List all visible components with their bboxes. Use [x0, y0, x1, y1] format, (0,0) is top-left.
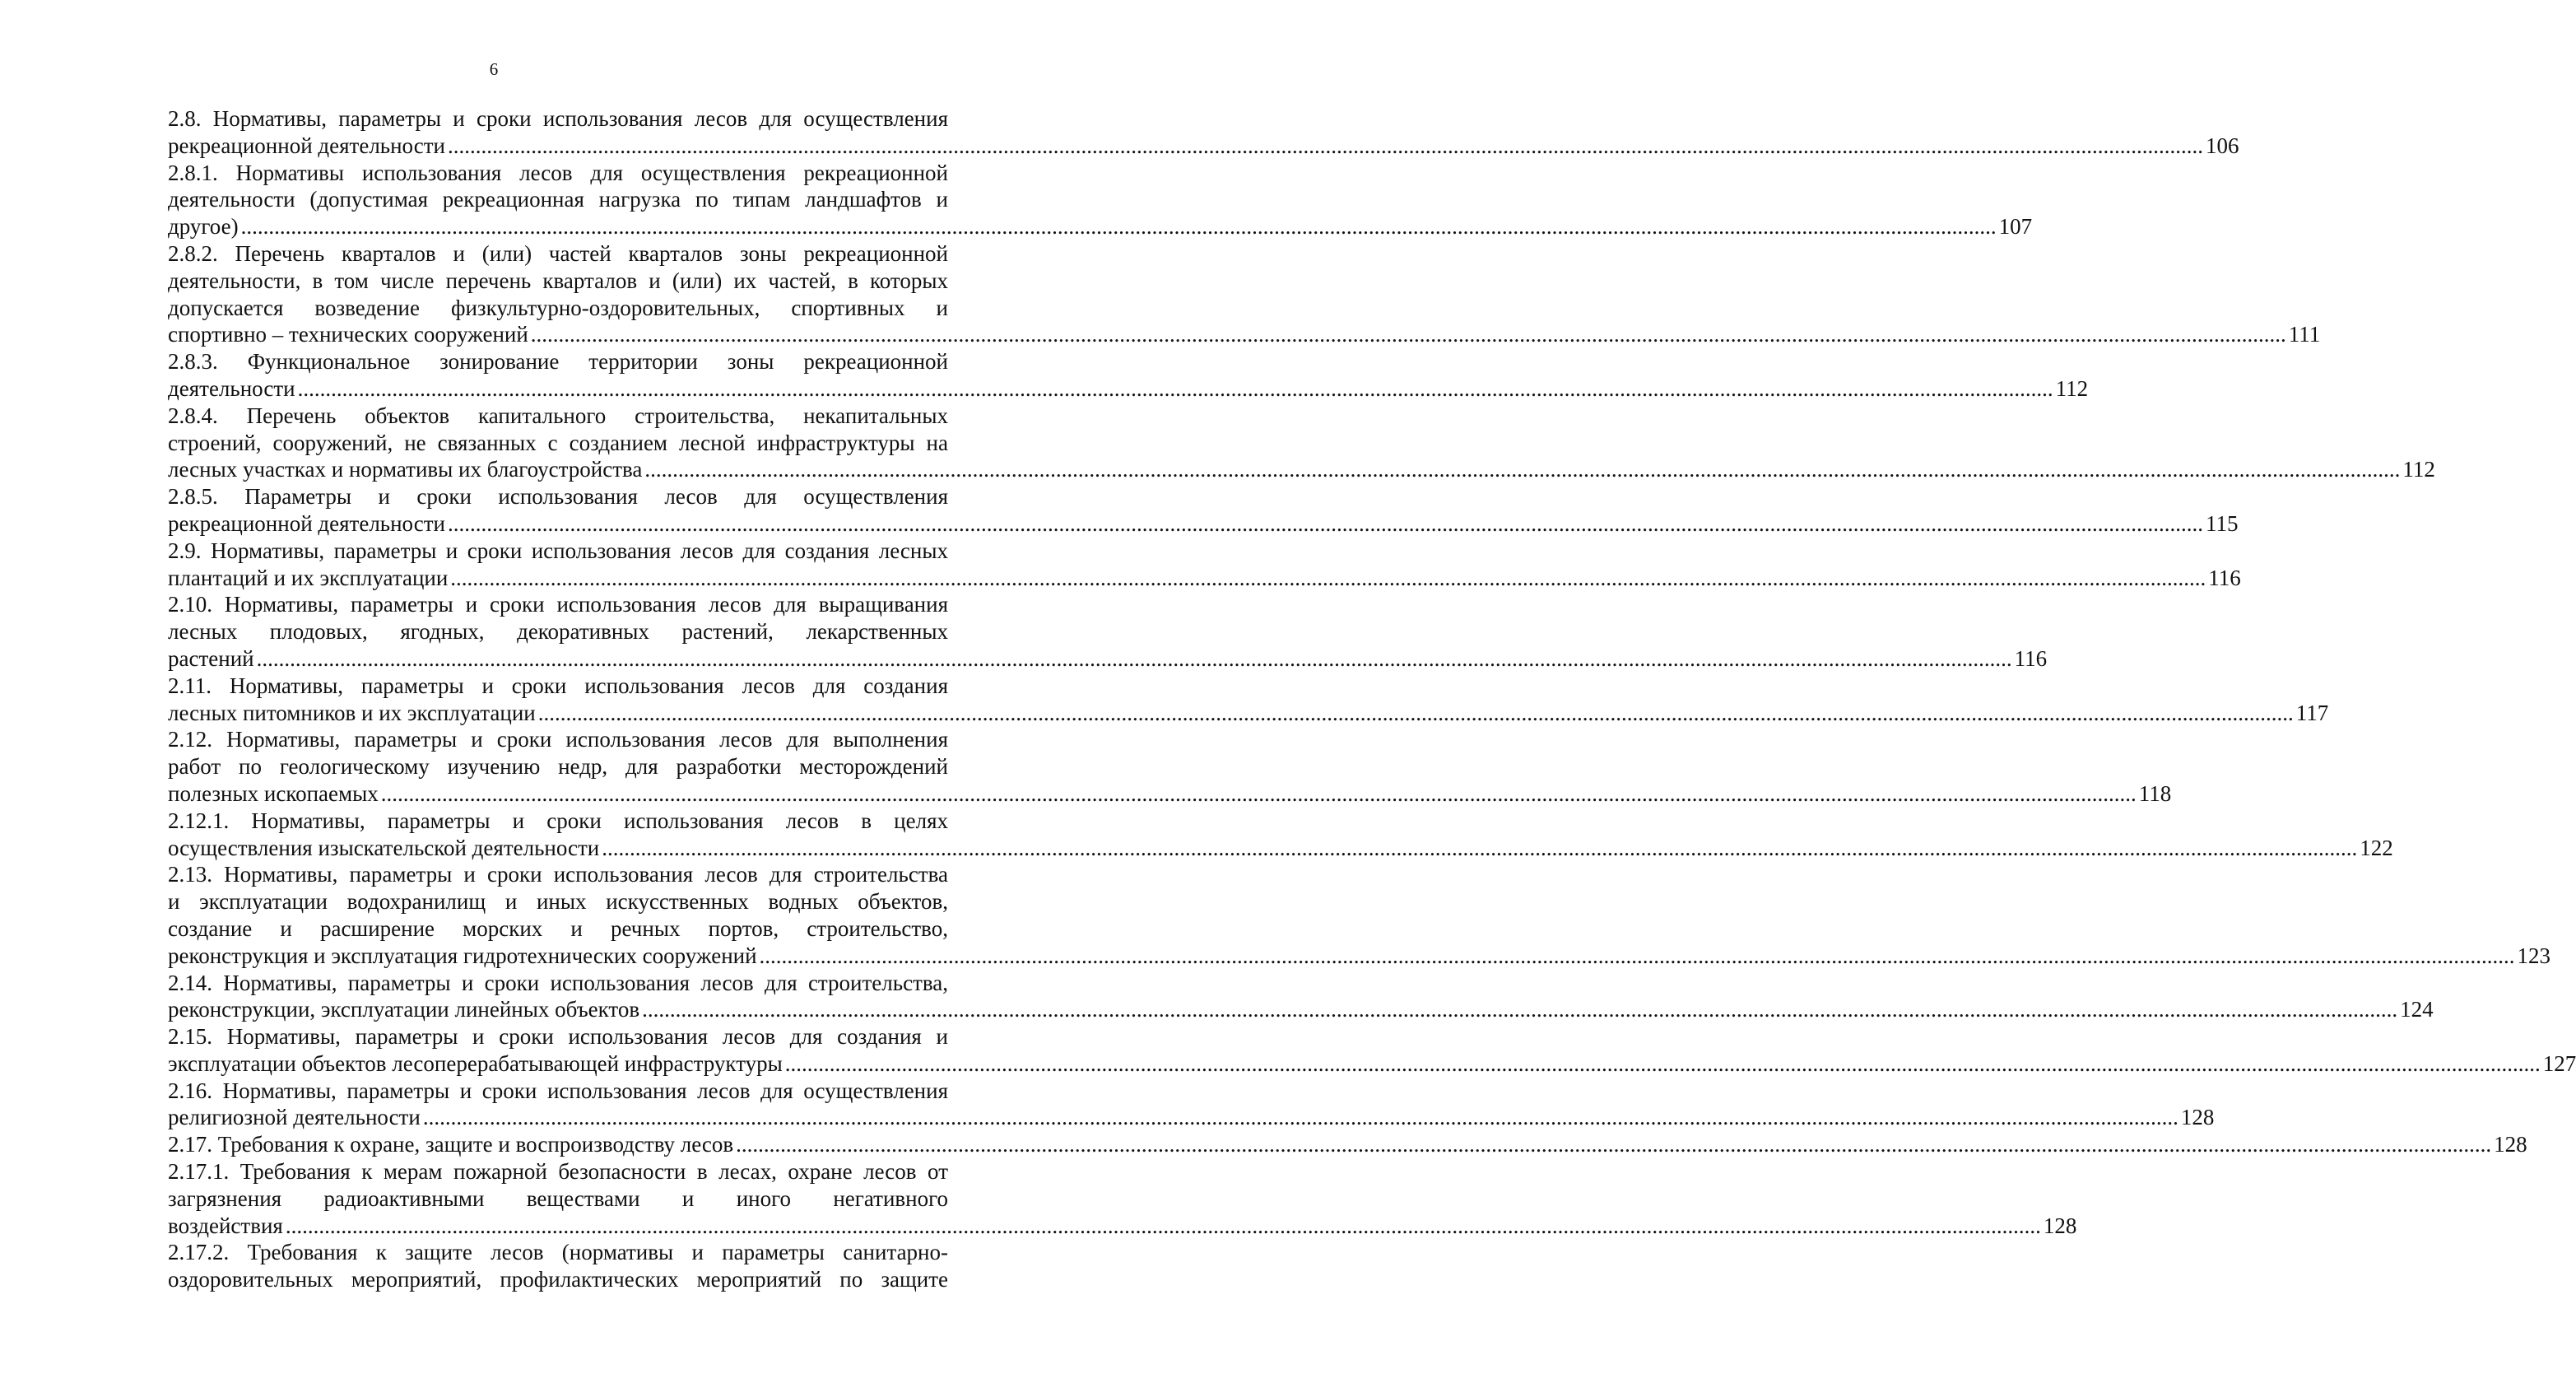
toc-page-number: 115 — [2205, 510, 2239, 536]
toc-entry-last-line — [168, 510, 2239, 538]
toc-entry-text: лесных участках и нормативы их благоустройства — [168, 457, 643, 482]
toc-entry-line: деятельности, в том числе перечень кварталов и (или) их частей, в которых — [168, 268, 948, 293]
toc-entry-text: эксплуатации объектов лесоперерабатывающей инфраструктуры — [168, 1050, 783, 1076]
dot-leader — [785, 1050, 2541, 1078]
page-number: 6 — [489, 59, 499, 79]
dot-leader — [531, 321, 2286, 348]
toc-entry-line: 2.13. Нормативы, параметры и сроки использования лесов для строительства — [168, 862, 948, 887]
dot-leader — [538, 700, 2294, 727]
dot-leader — [448, 133, 2203, 160]
toc-page-number: 111 — [2288, 322, 2321, 347]
toc-page-number: 118 — [2138, 780, 2172, 806]
toc-entry-last-line — [168, 1050, 2576, 1078]
toc-entry-last-line — [168, 213, 2033, 240]
toc-entry-line: работ по геологическому изучению недр, для разработки месторождений — [168, 754, 948, 780]
toc-page-number: 124 — [2400, 997, 2434, 1022]
toc-entry-line: 2.8.4. Перечень объектов капитального строительства, некапитальных — [168, 403, 948, 428]
dot-leader — [298, 375, 2053, 403]
toc-entry-text: 2.17. Требования к охране, защите и воспроизводству лесов — [168, 1132, 734, 1157]
toc-entry-line: создание и расширение морских и речных портов, строительство, — [168, 915, 948, 941]
toc-entry-text: лесных питомников и их эксплуатации — [168, 700, 536, 725]
toc-entry — [168, 1131, 2527, 1158]
toc-entry-text: плантаций и их эксплуатации — [168, 565, 449, 590]
toc-entry — [168, 348, 2089, 403]
toc-entry — [168, 538, 2241, 592]
toc-entry-text: религиозной деятельности — [168, 1105, 421, 1130]
toc-entry-line: 2.10. Нормативы, параметры и сроки использования лесов для выращивания — [168, 592, 948, 617]
toc-page-number: 128 — [2180, 1105, 2215, 1130]
toc-page-number: 112 — [2402, 457, 2435, 482]
toc-entry-last-line — [168, 780, 2172, 808]
toc-entry-line: оздоровительных мероприятий, профилактических мероприятий по защите — [168, 1267, 948, 1292]
toc-entry-last-line — [168, 943, 2551, 970]
toc-entry-last-line — [168, 835, 2393, 862]
toc-entry-last-line — [168, 565, 2241, 592]
toc-entry-last-line — [168, 321, 2321, 348]
toc-page-number: 117 — [2295, 700, 2329, 725]
toc-entry-text: реконструкция и эксплуатация гидротехнических сооружений — [168, 943, 757, 968]
toc-entry-line: 2.8.1. Нормативы использования лесов для осуществления рекреационной — [168, 160, 948, 185]
toc-page-number: 128 — [2043, 1213, 2077, 1238]
toc-entry-text: полезных ископаемых — [168, 780, 379, 806]
toc-entry-text: деятельности — [168, 375, 295, 401]
toc-page-number: 106 — [2205, 133, 2239, 158]
toc-entry — [168, 808, 2393, 862]
toc-entry — [168, 726, 2172, 807]
toc-entry-last-line — [168, 1213, 2077, 1240]
toc-entry-line: деятельности (допустимая рекреационная нагрузка по типам ландшафтов и — [168, 187, 948, 212]
toc-page-number: 127 — [2542, 1050, 2576, 1076]
toc-entry-last-line — [168, 1104, 2215, 1131]
toc-entry — [168, 160, 2033, 240]
toc-entry-line: 2.15. Нормативы, параметры и сроки использования лесов для создания и — [168, 1024, 948, 1050]
toc-entry-text: спортивно – технических сооружений — [168, 322, 528, 347]
toc-entry-text: рекреационной деятельности — [168, 133, 445, 158]
dot-leader — [381, 780, 2137, 808]
toc-entry-last-line — [168, 645, 2048, 673]
toc-entry-text: воздействия — [168, 1213, 283, 1238]
toc-entry — [168, 403, 2435, 483]
toc-entry-last-line — [168, 375, 2089, 403]
toc-entry-line: строений, сооружений, не связанных с созданием лесной инфраструктуры на — [168, 430, 948, 455]
toc-entry-line: 2.8. Нормативы, параметры и сроки использования лесов для осуществления — [168, 106, 948, 131]
dot-leader — [448, 510, 2203, 538]
toc-entry-line: 2.17.1. Требования к мерам пожарной безопасности в лесах, охране лесов от — [168, 1159, 948, 1185]
toc-entry-line: 2.8.3. Функциональное зонирование территории зоны рекреационной — [168, 349, 948, 375]
toc-entry-last-line — [168, 700, 2329, 727]
toc-entry — [168, 673, 2329, 727]
toc-entry — [168, 591, 2048, 672]
toc-entry-line: загрязнения радиоактивными веществами и иного негативного — [168, 1185, 948, 1211]
toc-entry-line: 2.16. Нормативы, параметры и сроки использования лесов для осуществления — [168, 1078, 948, 1103]
dot-leader — [423, 1104, 2178, 1131]
toc-entry — [168, 1078, 2215, 1132]
table-of-contents — [168, 105, 2576, 1293]
toc-page-number: 123 — [2517, 943, 2551, 968]
toc-entry-line: 2.17.2. Требования к защите лесов (нормативы и параметры санитарно- — [168, 1240, 948, 1265]
toc-entry-line: 2.12.1. Нормативы, параметры и сроки использования лесов в целях — [168, 808, 948, 833]
toc-entry-text: растений — [168, 645, 254, 671]
dot-leader — [450, 565, 2206, 592]
toc-entry — [168, 483, 2239, 538]
toc-entry — [168, 105, 2239, 160]
toc-entry-text: другое) — [168, 214, 239, 240]
toc-entry — [168, 240, 2321, 348]
toc-entry-last-line — [168, 996, 2434, 1023]
dot-leader — [241, 213, 1997, 240]
toc-entry-last-line — [168, 133, 2239, 160]
toc-entry-text: реконструкции, эксплуатации линейных объектов — [168, 997, 640, 1022]
toc-page-number: 116 — [2208, 565, 2241, 590]
toc-entry-line: 2.14. Нормативы, параметры и сроки использования лесов для строительства, — [168, 970, 948, 995]
toc-entry-line: 2.11. Нормативы, параметры и сроки использования лесов для создания — [168, 673, 948, 698]
dot-leader — [760, 943, 2515, 970]
dot-leader — [644, 456, 2400, 483]
toc-page-number: 122 — [2360, 835, 2393, 860]
toc-entry-line: 2.8.5. Параметры и сроки использования лесов для осуществления — [168, 484, 948, 510]
toc-entry-line: 2.12. Нормативы, параметры и сроки использования лесов для выполнения — [168, 727, 948, 752]
toc-entry-line: лесных плодовых, ягодных, декоративных растений, лекарственных — [168, 619, 948, 645]
toc-entry-line: допускается возведение физкультурно-оздоровительных, спортивных и — [168, 295, 948, 320]
toc-entry-text: рекреационной деятельности — [168, 510, 445, 536]
toc-entry-line: и эксплуатации водохранилищ и иных искусственных водных объектов, — [168, 889, 948, 915]
toc-entry — [168, 1239, 948, 1293]
toc-entry-line: 2.9. Нормативы, параметры и сроки использования лесов для создания лесных — [168, 538, 948, 563]
dot-leader — [602, 835, 2357, 862]
toc-page-number: 116 — [2014, 645, 2048, 671]
toc-page-number: 107 — [1998, 214, 2033, 240]
toc-entry-last-line — [168, 1131, 2527, 1158]
dot-leader — [642, 996, 2397, 1023]
dot-leader — [736, 1131, 2491, 1158]
toc-entry-text: осуществления изыскательской деятельности — [168, 835, 600, 860]
dot-leader — [257, 645, 2012, 673]
toc-page-number: 112 — [2055, 375, 2089, 401]
toc-page-number: 128 — [2494, 1132, 2527, 1157]
toc-entry — [168, 1023, 2576, 1078]
toc-entry — [168, 970, 2434, 1024]
toc-entry — [168, 861, 2551, 969]
toc-entry-last-line — [168, 456, 2435, 483]
dot-leader — [286, 1213, 2041, 1240]
toc-entry — [168, 1158, 2077, 1239]
toc-entry-line: 2.8.2. Перечень кварталов и (или) частей кварталов зоны рекреационной — [168, 240, 948, 266]
